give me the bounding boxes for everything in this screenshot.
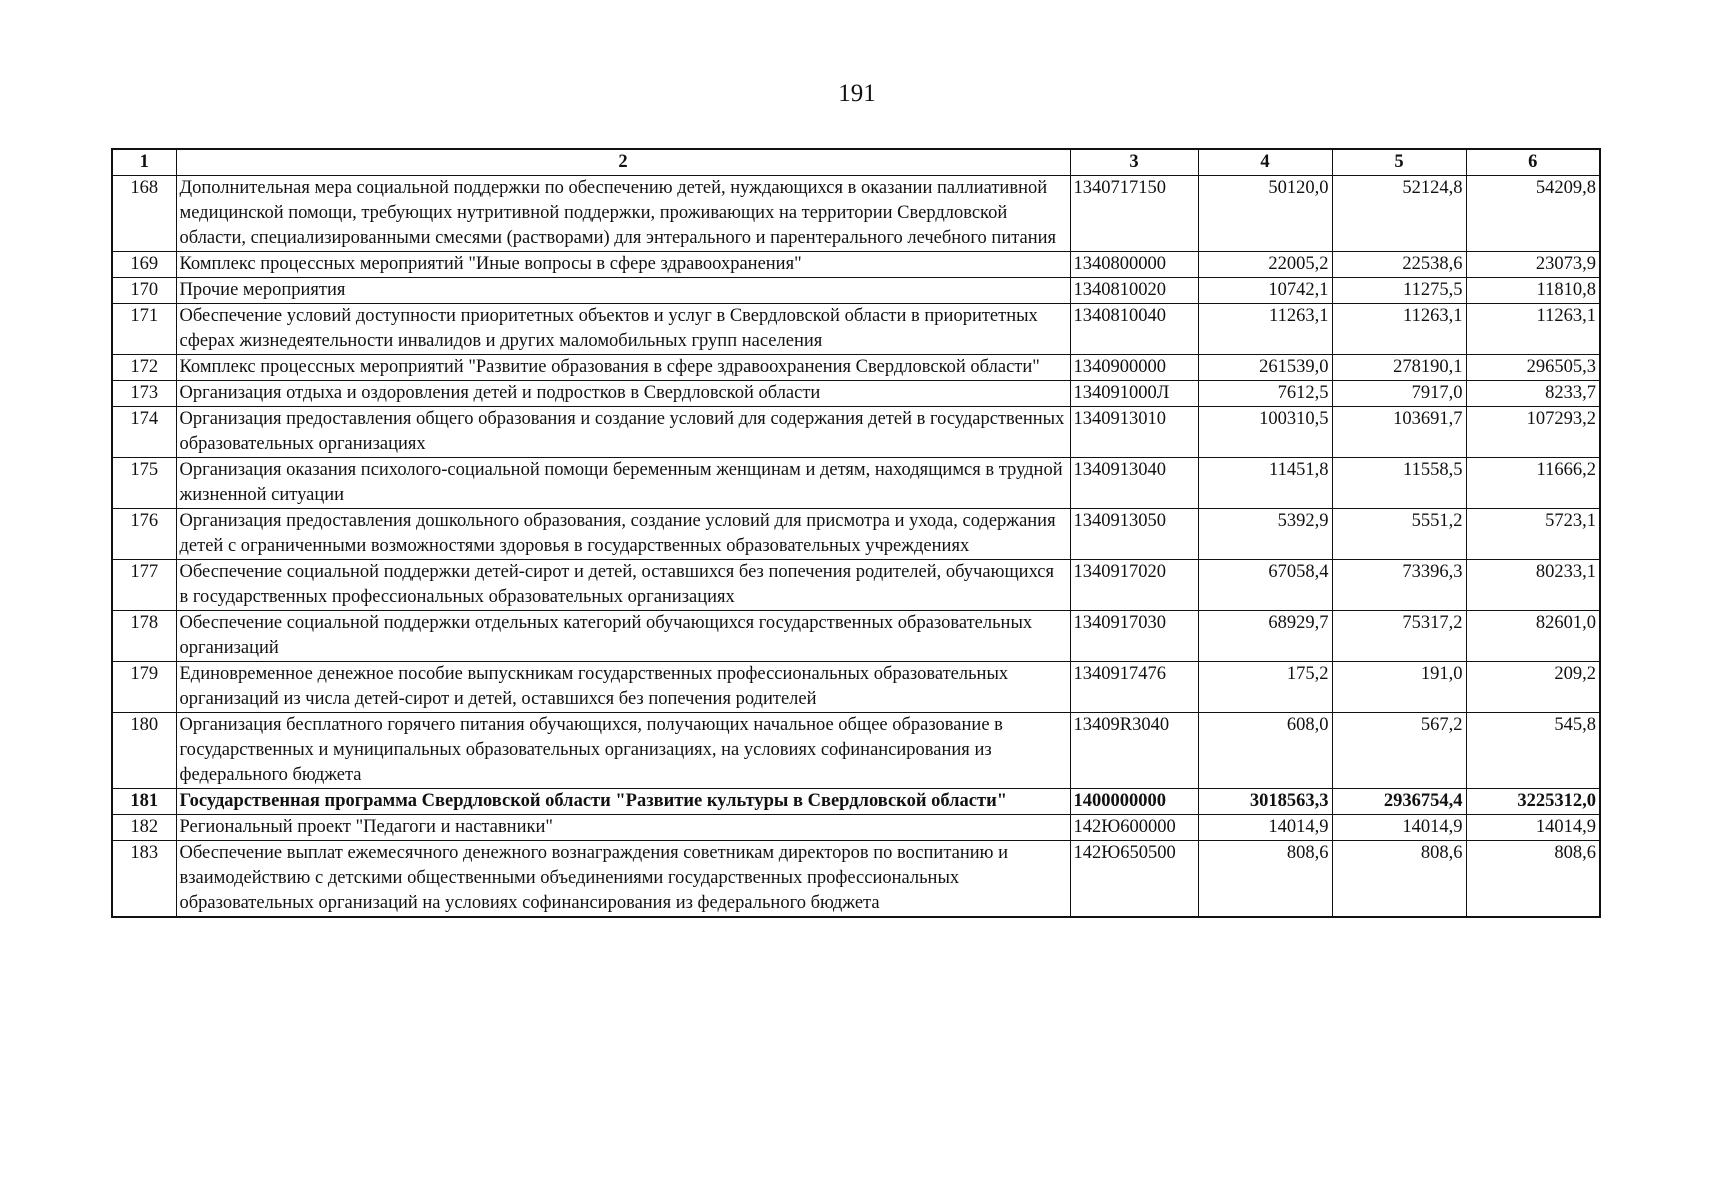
- table-row: [112, 407, 1600, 458]
- row-name: Обеспечение выплат ежемесячного денежного вознаграждения советникам директоров по воспитанию и взаимодействию с детскими общественными объединениями государственных профессиональных образовательных организаций на условиях софинансирования из федерального бюджета: [176, 841, 1070, 918]
- table-row: [112, 304, 1600, 355]
- row-value-4: 7612,5: [1198, 381, 1332, 407]
- row-value-4: 67058,4: [1198, 560, 1332, 611]
- header-cell-2: 2: [176, 149, 1070, 176]
- row-value-5: 22538,6: [1332, 252, 1466, 278]
- row-value-6: 14014,9: [1466, 815, 1600, 841]
- row-value-4: 22005,2: [1198, 252, 1332, 278]
- table-row: [112, 252, 1600, 278]
- row-number: 173: [112, 381, 176, 407]
- row-value-5: 191,0: [1332, 662, 1466, 713]
- table-row: [112, 841, 1600, 918]
- row-value-6: 808,6: [1466, 841, 1600, 918]
- row-value-5: 11275,5: [1332, 278, 1466, 304]
- row-value-6: 11263,1: [1466, 304, 1600, 355]
- row-code: 1340717150: [1070, 176, 1198, 252]
- table-row: [112, 355, 1600, 381]
- row-number: 178: [112, 611, 176, 662]
- row-name: Единовременное денежное пособие выпускникам государственных профессиональных образовательных организаций из числа детей-сирот и детей, оставшихся без попечения родителей: [176, 662, 1070, 713]
- row-name: Прочие мероприятия: [176, 278, 1070, 304]
- row-name: Комплекс процессных мероприятий "Развитие образования в сфере здравоохранения Свердловской области": [176, 355, 1070, 381]
- row-name: Обеспечение условий доступности приоритетных объектов и услуг в Свердловской области в приоритетных сферах жизнедеятельности инвалидов и других маломобильных групп населения: [176, 304, 1070, 355]
- row-value-4: 50120,0: [1198, 176, 1332, 252]
- row-value-6: 23073,9: [1466, 252, 1600, 278]
- header-cell-6: 6: [1466, 149, 1600, 176]
- row-value-5: 52124,8: [1332, 176, 1466, 252]
- table-row: [112, 509, 1600, 560]
- row-name: Комплекс процессных мероприятий "Иные вопросы в сфере здравоохранения": [176, 252, 1070, 278]
- row-value-6: 80233,1: [1466, 560, 1600, 611]
- row-value-6: 296505,3: [1466, 355, 1600, 381]
- row-name: Организация бесплатного горячего питания обучающихся, получающих начальное общее образование в государственных и муниципальных образовательных организациях, на условиях софинансирования из федерального бюджета: [176, 713, 1070, 789]
- row-value-5: 808,6: [1332, 841, 1466, 918]
- table-row: [112, 560, 1600, 611]
- row-value-6: 209,2: [1466, 662, 1600, 713]
- row-value-5: 103691,7: [1332, 407, 1466, 458]
- row-code: 1340917020: [1070, 560, 1198, 611]
- row-name: Организация предоставления дошкольного образования, создание условий для присмотра и ухода, содержания детей с ограниченными возможностями здоровья в государственных образовательных учреждениях: [176, 509, 1070, 560]
- row-value-6: 82601,0: [1466, 611, 1600, 662]
- row-value-4: 68929,7: [1198, 611, 1332, 662]
- row-number: 169: [112, 252, 176, 278]
- row-value-5: 14014,9: [1332, 815, 1466, 841]
- row-value-6: 5723,1: [1466, 509, 1600, 560]
- row-name: Государственная программа Свердловской области "Развитие культуры в Свердловской области": [176, 789, 1070, 815]
- table-row: [112, 278, 1600, 304]
- table-row: [112, 458, 1600, 509]
- row-code: 1400000000: [1070, 789, 1198, 815]
- table-row: [112, 176, 1600, 252]
- row-value-6: 107293,2: [1466, 407, 1600, 458]
- row-code: 1340913040: [1070, 458, 1198, 509]
- row-value-4: 608,0: [1198, 713, 1332, 789]
- row-code: 13409R3040: [1070, 713, 1198, 789]
- row-value-5: 75317,2: [1332, 611, 1466, 662]
- row-number: 177: [112, 560, 176, 611]
- row-value-6: 3225312,0: [1466, 789, 1600, 815]
- table-row: [112, 611, 1600, 662]
- row-value-4: 261539,0: [1198, 355, 1332, 381]
- row-code: 1340913050: [1070, 509, 1198, 560]
- header-row: [112, 149, 1600, 176]
- row-code: 1340810020: [1070, 278, 1198, 304]
- row-number: 175: [112, 458, 176, 509]
- row-code: 142Ю600000: [1070, 815, 1198, 841]
- row-name: Дополнительная мера социальной поддержки по обеспечению детей, нуждающихся в оказании паллиативной медицинской помощи, требующих нутритивной поддержки, проживающих на территории Свердловской области, специализированными смесями (растворами) для энтерального и парентерального лечебного питания: [176, 176, 1070, 252]
- row-value-5: 278190,1: [1332, 355, 1466, 381]
- row-value-5: 2936754,4: [1332, 789, 1466, 815]
- row-name: Обеспечение социальной поддержки детей-сирот и детей, оставшихся без попечения родителей, обучающихся в государственных профессиональных образовательных организациях: [176, 560, 1070, 611]
- row-value-6: 11810,8: [1466, 278, 1600, 304]
- row-value-4: 11263,1: [1198, 304, 1332, 355]
- row-code: 1340810040: [1070, 304, 1198, 355]
- row-code: 134091000Л: [1070, 381, 1198, 407]
- table-row: [112, 815, 1600, 841]
- header-cell-4: 4: [1198, 149, 1332, 176]
- row-name: Региональный проект "Педагоги и наставники": [176, 815, 1070, 841]
- row-number: 170: [112, 278, 176, 304]
- page-number: 191: [838, 80, 876, 107]
- row-number: 181: [112, 789, 176, 815]
- row-code: 1340917476: [1070, 662, 1198, 713]
- row-name: Организация оказания психолого-социальной помощи беременным женщинам и детям, находящимся в трудной жизненной ситуации: [176, 458, 1070, 509]
- row-number: 168: [112, 176, 176, 252]
- row-number: 176: [112, 509, 176, 560]
- row-number: 180: [112, 713, 176, 789]
- row-name: Организация предоставления общего образования и создание условий для содержания детей в государственных образовательных организациях: [176, 407, 1070, 458]
- row-value-4: 808,6: [1198, 841, 1332, 918]
- row-number: 172: [112, 355, 176, 381]
- table-row: [112, 713, 1600, 789]
- row-value-6: 8233,7: [1466, 381, 1600, 407]
- row-value-6: 11666,2: [1466, 458, 1600, 509]
- table-row: [112, 381, 1600, 407]
- row-name: Организация отдыха и оздоровления детей и подростков в Свердловской области: [176, 381, 1070, 407]
- row-code: 1340913010: [1070, 407, 1198, 458]
- row-number: 182: [112, 815, 176, 841]
- row-value-6: 545,8: [1466, 713, 1600, 789]
- row-value-4: 5392,9: [1198, 509, 1332, 560]
- header-cell-1: 1: [112, 149, 176, 176]
- row-value-5: 73396,3: [1332, 560, 1466, 611]
- row-value-4: 10742,1: [1198, 278, 1332, 304]
- row-number: 183: [112, 841, 176, 918]
- budget-table: [111, 148, 1601, 918]
- row-value-5: 567,2: [1332, 713, 1466, 789]
- row-number: 171: [112, 304, 176, 355]
- row-value-5: 7917,0: [1332, 381, 1466, 407]
- header-cell-3: 3: [1070, 149, 1198, 176]
- row-value-5: 11558,5: [1332, 458, 1466, 509]
- row-value-6: 54209,8: [1466, 176, 1600, 252]
- row-name: Обеспечение социальной поддержки отдельных категорий обучающихся государственных образовательных организаций: [176, 611, 1070, 662]
- row-value-4: 14014,9: [1198, 815, 1332, 841]
- row-code: 1340900000: [1070, 355, 1198, 381]
- table-row: [112, 662, 1600, 713]
- row-code: 1340800000: [1070, 252, 1198, 278]
- row-number: 174: [112, 407, 176, 458]
- row-code: 142Ю650500: [1070, 841, 1198, 918]
- row-value-5: 11263,1: [1332, 304, 1466, 355]
- row-code: 1340917030: [1070, 611, 1198, 662]
- row-value-4: 3018563,3: [1198, 789, 1332, 815]
- row-number: 179: [112, 662, 176, 713]
- row-value-4: 175,2: [1198, 662, 1332, 713]
- table-row: [112, 789, 1600, 815]
- row-value-4: 11451,8: [1198, 458, 1332, 509]
- row-value-5: 5551,2: [1332, 509, 1466, 560]
- row-value-4: 100310,5: [1198, 407, 1332, 458]
- header-cell-5: 5: [1332, 149, 1466, 176]
